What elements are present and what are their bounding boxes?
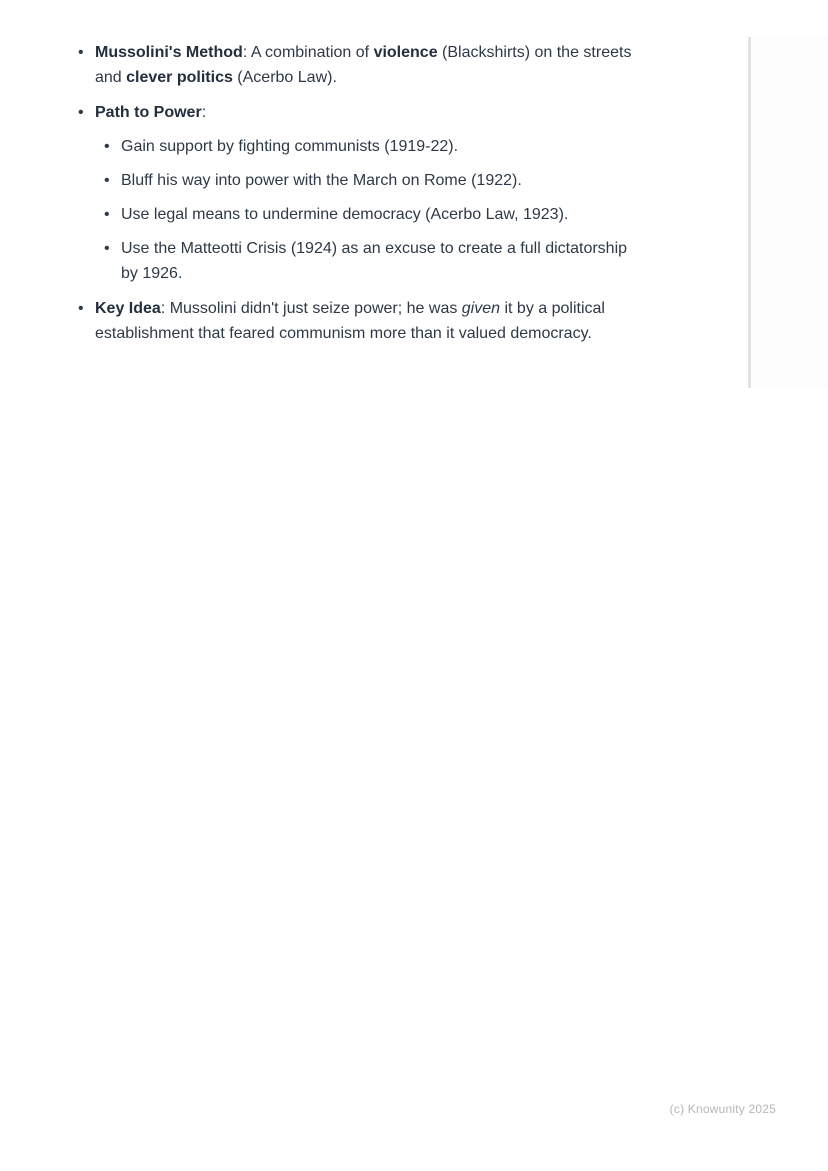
list-subitem-text: Gain support by fighting communists (1919-22). (121, 138, 459, 155)
list-subitem (104, 202, 633, 227)
notes-list (78, 40, 828, 346)
bullet-icon: • (104, 206, 110, 223)
bullet-icon: • (104, 240, 110, 257)
bullet-icon: • (104, 172, 110, 189)
list-item-text: Key Idea: Mussolini didn't just seize power; he was given it by a political establishment that feared communism more than it valued democracy. (95, 300, 605, 342)
list-subitem (104, 168, 633, 193)
document-page (0, 0, 828, 346)
list-item (78, 100, 633, 286)
bullet-icon: • (104, 138, 110, 155)
list-subitem (104, 134, 633, 159)
list-item-text: Mussolini's Method: A combination of violence (Blackshirts) on the streets and clever politics (Acerbo Law). (95, 44, 632, 86)
bullet-icon: • (78, 300, 84, 317)
list-subitem-text: Use the Matteotti Crisis (1924) as an excuse to create a full dictatorship by 1926. (121, 240, 628, 282)
list-subitem-text: Use legal means to undermine democracy (Acerbo Law, 1923). (121, 206, 569, 223)
notes-sublist (104, 134, 633, 286)
list-subitem-text: Bluff his way into power with the March on Rome (1922). (121, 172, 522, 189)
list-item (78, 296, 633, 346)
bullet-icon: • (78, 44, 84, 61)
list-item (78, 40, 633, 90)
adjacent-page-edge (748, 37, 828, 388)
list-item-text: Path to Power: (95, 104, 207, 121)
copyright-footer: (c) Knowunity 2025 (669, 1102, 776, 1116)
bullet-icon: • (78, 104, 84, 121)
list-subitem (104, 236, 633, 286)
